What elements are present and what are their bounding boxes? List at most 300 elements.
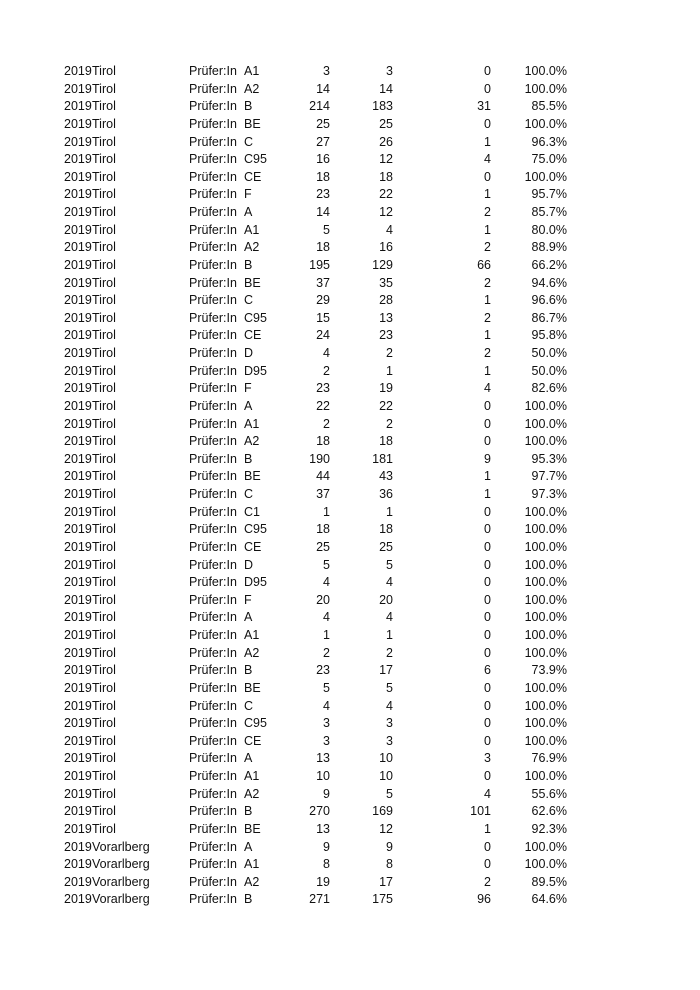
total-cell: 190 <box>309 451 330 466</box>
pass-rate-cell: 96.3% <box>531 134 567 149</box>
license-class-cell: F <box>244 592 252 607</box>
total-cell: 25 <box>316 539 330 554</box>
table-row <box>0 521 700 539</box>
passed-cell: 1 <box>386 504 393 519</box>
total-cell: 14 <box>316 81 330 96</box>
license-class-cell: A <box>244 610 253 625</box>
pass-rate-cell: 100.0% <box>524 539 567 554</box>
license-class-cell: A1 <box>244 416 260 431</box>
passed-cell: 22 <box>379 398 393 413</box>
region-cell: Tirol <box>92 275 116 290</box>
region-cell: Tirol <box>92 451 116 466</box>
license-class-cell: A2 <box>244 81 260 96</box>
failed-cell: 0 <box>484 575 491 590</box>
failed-cell: 0 <box>484 557 491 572</box>
year-cell: 2019 <box>64 398 92 413</box>
examiner-cell: Prüfer:In <box>189 874 237 889</box>
pass-rate-cell: 100.0% <box>524 116 567 131</box>
total-cell: 10 <box>316 769 330 783</box>
pass-rate-cell: 97.3% <box>531 487 567 501</box>
region-cell: Tirol <box>92 152 116 167</box>
failed-cell: 0 <box>484 169 491 184</box>
year-cell: 2019 <box>64 522 92 537</box>
region-cell: Tirol <box>92 257 116 272</box>
pass-rate-cell: 97.7% <box>531 469 567 484</box>
year-cell: 2019 <box>64 610 92 625</box>
table-row <box>0 433 700 451</box>
table-row <box>0 557 700 575</box>
table-row <box>0 151 700 169</box>
table-row <box>0 486 700 504</box>
region-cell: Tirol <box>92 169 116 184</box>
table-row <box>0 239 700 257</box>
passed-cell: 9 <box>386 839 393 854</box>
examiner-cell: Prüfer:In <box>189 64 237 78</box>
year-cell: 2019 <box>64 857 92 872</box>
region-cell: Tirol <box>92 187 116 202</box>
license-class-cell: CE <box>244 328 262 343</box>
passed-cell: 5 <box>386 786 393 801</box>
year-cell: 2019 <box>64 152 92 167</box>
table-row <box>0 345 700 363</box>
failed-cell: 0 <box>484 680 491 695</box>
total-cell: 4 <box>323 610 330 625</box>
license-class-cell: CE <box>244 733 262 748</box>
pass-rate-cell: 89.5% <box>531 874 567 889</box>
failed-cell: 0 <box>484 645 491 660</box>
license-class-cell: A1 <box>244 64 260 78</box>
passed-cell: 4 <box>386 575 393 590</box>
region-cell: Tirol <box>92 416 116 431</box>
table-row <box>0 327 700 345</box>
total-cell: 44 <box>316 469 330 484</box>
year-cell: 2019 <box>64 716 92 731</box>
pass-rate-cell: 100.0% <box>524 769 567 783</box>
license-class-cell: BE <box>244 469 261 484</box>
year-cell: 2019 <box>64 733 92 748</box>
pass-rate-cell: 86.7% <box>531 310 567 325</box>
table-row <box>0 856 700 874</box>
examiner-cell: Prüfer:In <box>189 293 237 308</box>
examiner-cell: Prüfer:In <box>189 487 237 501</box>
total-cell: 37 <box>316 275 330 290</box>
pass-rate-cell: 95.7% <box>531 187 567 202</box>
year-cell: 2019 <box>64 821 92 836</box>
year-cell: 2019 <box>64 381 92 396</box>
total-cell: 8 <box>323 857 330 872</box>
total-cell: 18 <box>316 169 330 184</box>
examiner-cell: Prüfer:In <box>189 81 237 96</box>
region-cell: Tirol <box>92 81 116 96</box>
passed-cell: 22 <box>379 187 393 202</box>
region-cell: Vorarlberg <box>92 857 150 872</box>
region-cell: Tirol <box>92 592 116 607</box>
examiner-cell: Prüfer:In <box>189 205 237 219</box>
region-cell: Tirol <box>92 346 116 360</box>
region-cell: Vorarlberg <box>92 839 150 854</box>
region-cell: Tirol <box>92 804 116 819</box>
examiner-cell: Prüfer:In <box>189 680 237 695</box>
region-cell: Tirol <box>92 716 116 731</box>
license-class-cell: A1 <box>244 769 260 783</box>
year-cell: 2019 <box>64 257 92 272</box>
passed-cell: 17 <box>379 874 393 889</box>
examiner-cell: Prüfer:In <box>189 134 237 149</box>
table-row <box>0 81 700 99</box>
region-cell: Tirol <box>92 64 116 78</box>
region-cell: Tirol <box>92 821 116 836</box>
failed-cell: 2 <box>484 874 491 889</box>
license-class-cell: A <box>244 751 253 766</box>
total-cell: 13 <box>316 751 330 766</box>
passed-cell: 17 <box>379 663 393 678</box>
examiner-cell: Prüfer:In <box>189 169 237 184</box>
failed-cell: 1 <box>484 328 491 343</box>
examiner-cell: Prüfer:In <box>189 240 237 255</box>
failed-cell: 0 <box>484 504 491 519</box>
year-cell: 2019 <box>64 116 92 131</box>
pass-rate-cell: 76.9% <box>531 751 567 766</box>
region-cell: Tirol <box>92 786 116 801</box>
passed-cell: 3 <box>386 733 393 748</box>
table-row <box>0 609 700 627</box>
total-cell: 13 <box>316 821 330 836</box>
failed-cell: 9 <box>484 451 491 466</box>
examiner-cell: Prüfer:In <box>189 152 237 167</box>
total-cell: 2 <box>323 416 330 431</box>
pass-rate-cell: 100.0% <box>524 434 567 449</box>
total-cell: 214 <box>309 99 330 114</box>
passed-cell: 36 <box>379 487 393 501</box>
passed-cell: 18 <box>379 434 393 449</box>
passed-cell: 3 <box>386 716 393 731</box>
examiner-cell: Prüfer:In <box>189 804 237 819</box>
passed-cell: 4 <box>386 698 393 713</box>
failed-cell: 0 <box>484 398 491 413</box>
license-class-cell: C <box>244 134 254 149</box>
total-cell: 270 <box>309 804 330 819</box>
passed-cell: 18 <box>379 522 393 537</box>
passed-cell: 28 <box>379 293 393 308</box>
table-row <box>0 786 700 804</box>
pass-rate-cell: 82.6% <box>531 381 567 396</box>
passed-cell: 1 <box>386 628 393 642</box>
failed-cell: 1 <box>484 187 491 202</box>
year-cell: 2019 <box>64 134 92 149</box>
passed-cell: 20 <box>379 592 393 607</box>
pass-rate-cell: 66.2% <box>531 257 567 272</box>
examiner-cell: Prüfer:In <box>189 628 237 642</box>
table-row <box>0 186 700 204</box>
total-cell: 195 <box>309 257 330 272</box>
table-row <box>0 539 700 557</box>
examiner-cell: Prüfer:In <box>189 769 237 783</box>
passed-cell: 16 <box>379 240 393 255</box>
failed-cell: 2 <box>484 346 491 360</box>
examiner-cell: Prüfer:In <box>189 275 237 290</box>
failed-cell: 1 <box>484 363 491 378</box>
year-cell: 2019 <box>64 81 92 96</box>
table-row <box>0 627 700 645</box>
year-cell: 2019 <box>64 434 92 449</box>
license-class-cell: A1 <box>244 857 260 872</box>
year-cell: 2019 <box>64 64 92 78</box>
year-cell: 2019 <box>64 557 92 572</box>
year-cell: 2019 <box>64 346 92 360</box>
year-cell: 2019 <box>64 99 92 114</box>
failed-cell: 101 <box>470 804 491 819</box>
year-cell: 2019 <box>64 680 92 695</box>
passed-cell: 25 <box>379 539 393 554</box>
license-class-cell: C95 <box>244 310 267 325</box>
passed-cell: 3 <box>386 64 393 78</box>
total-cell: 18 <box>316 522 330 537</box>
total-cell: 4 <box>323 346 330 360</box>
examiner-cell: Prüfer:In <box>189 857 237 872</box>
table-row <box>0 98 700 116</box>
examiner-cell: Prüfer:In <box>189 187 237 202</box>
passed-cell: 2 <box>386 346 393 360</box>
total-cell: 4 <box>323 698 330 713</box>
table-row <box>0 398 700 416</box>
region-cell: Tirol <box>92 134 116 149</box>
region-cell: Tirol <box>92 363 116 378</box>
region-cell: Tirol <box>92 645 116 660</box>
region-cell: Tirol <box>92 504 116 519</box>
passed-cell: 10 <box>379 751 393 766</box>
failed-cell: 4 <box>484 786 491 801</box>
passed-cell: 129 <box>372 257 393 272</box>
region-cell: Tirol <box>92 381 116 396</box>
total-cell: 14 <box>316 205 330 219</box>
license-class-cell: B <box>244 451 253 466</box>
examiner-cell: Prüfer:In <box>189 663 237 678</box>
year-cell: 2019 <box>64 240 92 255</box>
pass-rate-cell: 80.0% <box>531 222 567 237</box>
pass-rate-cell: 55.6% <box>531 786 567 801</box>
license-class-cell: D95 <box>244 575 267 590</box>
examiner-cell: Prüfer:In <box>189 346 237 360</box>
passed-cell: 1 <box>386 363 393 378</box>
license-class-cell: F <box>244 187 252 202</box>
total-cell: 20 <box>316 592 330 607</box>
passed-cell: 18 <box>379 169 393 184</box>
total-cell: 25 <box>316 116 330 131</box>
region-cell: Tirol <box>92 434 116 449</box>
failed-cell: 0 <box>484 116 491 131</box>
failed-cell: 1 <box>484 222 491 237</box>
pass-rate-cell: 88.9% <box>531 240 567 255</box>
passed-cell: 183 <box>372 99 393 114</box>
total-cell: 3 <box>323 716 330 731</box>
total-cell: 3 <box>323 733 330 748</box>
failed-cell: 1 <box>484 821 491 836</box>
pass-rate-cell: 100.0% <box>524 504 567 519</box>
failed-cell: 3 <box>484 751 491 766</box>
region-cell: Tirol <box>92 610 116 625</box>
license-class-cell: CE <box>244 169 262 184</box>
failed-cell: 6 <box>484 663 491 678</box>
table-row <box>0 592 700 610</box>
passed-cell: 12 <box>379 821 393 836</box>
license-class-cell: A <box>244 839 253 854</box>
examiner-cell: Prüfer:In <box>189 504 237 519</box>
license-class-cell: C <box>244 487 254 501</box>
failed-cell: 1 <box>484 487 491 501</box>
table-row <box>0 116 700 134</box>
year-cell: 2019 <box>64 804 92 819</box>
total-cell: 9 <box>323 839 330 854</box>
examiner-cell: Prüfer:In <box>189 434 237 449</box>
failed-cell: 1 <box>484 469 491 484</box>
total-cell: 1 <box>323 504 330 519</box>
passed-cell: 169 <box>372 804 393 819</box>
pass-rate-cell: 100.0% <box>524 857 567 872</box>
license-class-cell: C1 <box>244 504 260 519</box>
examiner-cell: Prüfer:In <box>189 645 237 660</box>
pass-rate-cell: 100.0% <box>524 522 567 537</box>
license-class-cell: A2 <box>244 786 260 801</box>
pass-rate-cell: 100.0% <box>524 716 567 731</box>
failed-cell: 0 <box>484 522 491 537</box>
year-cell: 2019 <box>64 663 92 678</box>
passed-cell: 13 <box>379 310 393 325</box>
region-cell: Tirol <box>92 751 116 766</box>
table-row <box>0 803 700 821</box>
examiner-cell: Prüfer:In <box>189 116 237 131</box>
pass-rate-cell: 85.7% <box>531 205 567 219</box>
table-row <box>0 468 700 486</box>
license-class-cell: D <box>244 346 254 360</box>
year-cell: 2019 <box>64 504 92 519</box>
region-cell: Tirol <box>92 116 116 131</box>
examiner-cell: Prüfer:In <box>189 398 237 413</box>
total-cell: 18 <box>316 240 330 255</box>
region-cell: Tirol <box>92 328 116 343</box>
passed-cell: 26 <box>379 134 393 149</box>
table-row <box>0 204 700 222</box>
failed-cell: 0 <box>484 610 491 625</box>
table-row <box>0 768 700 786</box>
table-row <box>0 310 700 328</box>
total-cell: 1 <box>323 628 330 642</box>
passed-cell: 10 <box>379 769 393 783</box>
license-class-cell: BE <box>244 821 261 836</box>
examiner-cell: Prüfer:In <box>189 522 237 537</box>
pass-rate-cell: 100.0% <box>524 610 567 625</box>
failed-cell: 0 <box>484 716 491 731</box>
table-row <box>0 257 700 275</box>
region-cell: Tirol <box>92 469 116 484</box>
pass-rate-cell: 100.0% <box>524 645 567 660</box>
region-cell: Tirol <box>92 522 116 537</box>
examiner-cell: Prüfer:In <box>189 892 237 907</box>
failed-cell: 2 <box>484 310 491 325</box>
failed-cell: 31 <box>477 99 491 114</box>
pass-rate-cell: 96.6% <box>531 293 567 308</box>
year-cell: 2019 <box>64 487 92 501</box>
table-row <box>0 380 700 398</box>
table-row <box>0 645 700 663</box>
examiner-cell: Prüfer:In <box>189 99 237 114</box>
region-cell: Tirol <box>92 240 116 255</box>
total-cell: 9 <box>323 786 330 801</box>
region-cell: Tirol <box>92 222 116 237</box>
year-cell: 2019 <box>64 205 92 219</box>
examiner-cell: Prüfer:In <box>189 363 237 378</box>
pass-rate-cell: 100.0% <box>524 839 567 854</box>
table-row <box>0 574 700 592</box>
pass-rate-cell: 95.8% <box>531 328 567 343</box>
failed-cell: 0 <box>484 434 491 449</box>
table-row <box>0 662 700 680</box>
total-cell: 2 <box>323 363 330 378</box>
total-cell: 23 <box>316 663 330 678</box>
year-cell: 2019 <box>64 469 92 484</box>
examiner-cell: Prüfer:In <box>189 381 237 396</box>
license-class-cell: C95 <box>244 716 267 731</box>
license-class-cell: A2 <box>244 874 260 889</box>
failed-cell: 66 <box>477 257 491 272</box>
failed-cell: 0 <box>484 839 491 854</box>
passed-cell: 14 <box>379 81 393 96</box>
table-row <box>0 222 700 240</box>
total-cell: 27 <box>316 134 330 149</box>
year-cell: 2019 <box>64 575 92 590</box>
total-cell: 16 <box>316 152 330 167</box>
total-cell: 37 <box>316 487 330 501</box>
examiner-cell: Prüfer:In <box>189 839 237 854</box>
year-cell: 2019 <box>64 751 92 766</box>
license-class-cell: B <box>244 257 253 272</box>
total-cell: 5 <box>323 222 330 237</box>
failed-cell: 1 <box>484 134 491 149</box>
failed-cell: 1 <box>484 293 491 308</box>
total-cell: 18 <box>316 434 330 449</box>
failed-cell: 2 <box>484 205 491 219</box>
year-cell: 2019 <box>64 839 92 854</box>
license-class-cell: A <box>244 205 253 219</box>
failed-cell: 0 <box>484 698 491 713</box>
table-row <box>0 292 700 310</box>
total-cell: 24 <box>316 328 330 343</box>
region-cell: Tirol <box>92 310 116 325</box>
total-cell: 4 <box>323 575 330 590</box>
pass-rate-cell: 94.6% <box>531 275 567 290</box>
pass-rate-cell: 75.0% <box>531 152 567 167</box>
passed-cell: 5 <box>386 557 393 572</box>
pass-rate-cell: 100.0% <box>524 169 567 184</box>
examiner-cell: Prüfer:In <box>189 539 237 554</box>
table-row <box>0 451 700 469</box>
license-class-cell: D <box>244 557 254 572</box>
passed-cell: 12 <box>379 205 393 219</box>
passed-cell: 23 <box>379 328 393 343</box>
region-cell: Tirol <box>92 487 116 501</box>
pass-rate-cell: 92.3% <box>531 821 567 836</box>
table-row <box>0 715 700 733</box>
year-cell: 2019 <box>64 786 92 801</box>
table-row <box>0 63 700 81</box>
data-sheet <box>0 63 700 909</box>
year-cell: 2019 <box>64 451 92 466</box>
failed-cell: 0 <box>484 539 491 554</box>
license-class-cell: A2 <box>244 434 260 449</box>
failed-cell: 96 <box>477 892 491 907</box>
year-cell: 2019 <box>64 169 92 184</box>
year-cell: 2019 <box>64 363 92 378</box>
failed-cell: 0 <box>484 416 491 431</box>
